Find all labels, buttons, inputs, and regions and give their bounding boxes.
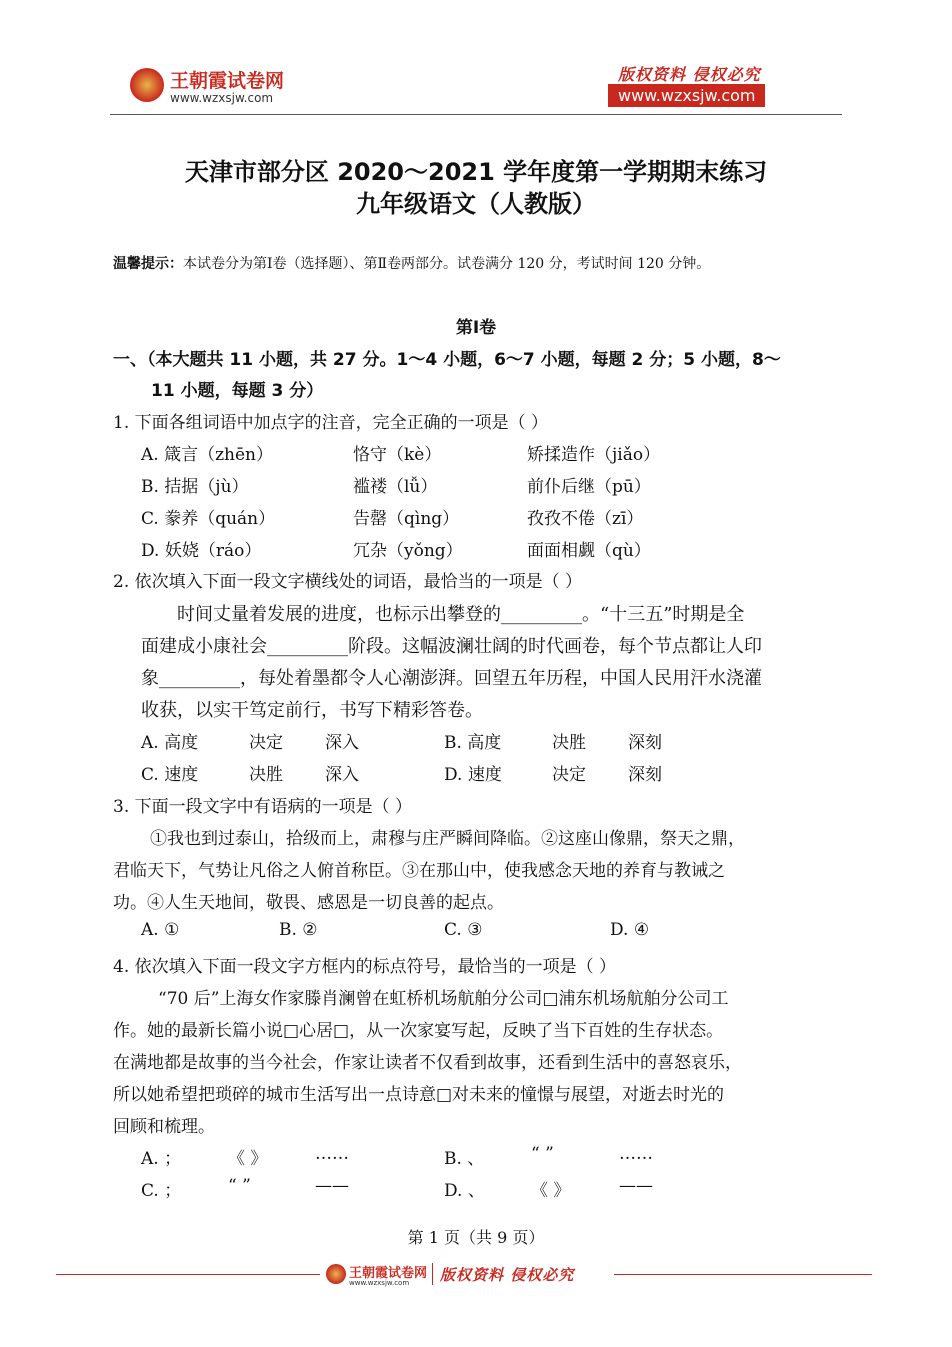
q1-option-a1: A. 箴言（zhēn） (141, 445, 273, 465)
q4-option: —— (315, 1176, 349, 1196)
q2-option: D. 速度 (444, 765, 502, 785)
q2-option: 决定 (552, 765, 586, 785)
footer-divider-left (56, 1274, 320, 1275)
q4-option: C. ； (141, 1181, 182, 1201)
q4-paragraph-line: 作。她的最新长篇小说□心居□，从一次家宴写起，反映了当下百姓的生存状态。 (113, 1021, 724, 1041)
footer-divider-right (614, 1274, 872, 1275)
q3-paragraph-line: 君临天下，气势让凡俗之人俯首称臣。③在那山中，使我感念天地的养育与教诫之 (113, 861, 725, 881)
q4-option: B. 、 (444, 1149, 485, 1169)
q4-option: 《 》 (531, 1181, 571, 1201)
footer-separator (432, 1263, 433, 1285)
q4-option: 《 》 (228, 1149, 268, 1169)
q3-option: B. ② (279, 920, 318, 940)
q1-option-b2: 褴褛（lǚ） (353, 477, 438, 497)
q4-paragraph-line: 所以她希望把琐碎的城市生活写出一点诗意□对未来的憧憬与展望，对逝去时光的 (113, 1085, 725, 1105)
tip-text: 本试卷分为第Ⅰ卷（选择题）、第Ⅱ卷两部分。试卷满分 120 分，考试时间 120 分钟。 (183, 256, 711, 272)
tip-label: 温馨提示： (113, 256, 183, 272)
q2-option: C. 速度 (141, 765, 199, 785)
rights-notice: 版权资料 侵权必究 (618, 65, 761, 84)
exam-subtitle: 九年级语文（人教版） (356, 190, 596, 218)
q1-option-a3: 矫揉造作（jiǎo） (527, 445, 661, 465)
brand-url: www.wzxsjw.com (170, 91, 274, 105)
q3-paragraph-line: ①我也到过泰山，拾级而上，肃穆与庄严瞬间降临。②这座山像鼎，祭天之鼎， (150, 829, 745, 849)
question-1-stem: 1. 下面各组词语中加点字的注音，完全正确的一项是（ ） (113, 413, 549, 433)
footer-brand: 王朝霞试卷网 (349, 1266, 428, 1281)
q2-paragraph-line: 象_________，每处着墨都令人心潮澎湃。回望五年历程，中国人民用汗水浇灌 (141, 668, 762, 689)
page-number: 第 1 页（共 9 页） (407, 1228, 545, 1247)
q4-option: “ ” (531, 1144, 554, 1164)
q2-option: 深刻 (628, 733, 662, 753)
q1-option-a2: 恪守（kè） (353, 445, 442, 465)
section-heading: 第Ⅰ卷 (455, 318, 497, 338)
q2-paragraph-line: 收获，以实干笃定前行，书写下精彩答卷。 (141, 700, 483, 721)
q2-option: 决定 (249, 733, 283, 753)
question-3-stem: 3. 下面一段文字中有语病的一项是（ ） (113, 797, 413, 817)
part1-heading: 一、（本大题共 11 小题，共 27 分。1～4 小题，6～7 小题，每题 2 分；5 小题，8～ (113, 350, 781, 370)
tip (113, 253, 710, 273)
q2-option: 深入 (325, 765, 359, 785)
part1-heading-cont: 11 小题，每题 3 分） (151, 381, 324, 401)
q4-option: A. ； (141, 1149, 182, 1169)
exam-title: 天津市部分区 2020～2021 学年度第一学期期末练习 (184, 158, 768, 186)
q1-option-c1: C. 豢养（quán） (141, 509, 276, 529)
footer-url: www.wzxsjw.com (349, 1279, 410, 1287)
question-2-stem: 2. 依次填入下面一段文字横线处的词语，最恰当的一项是（ ） (113, 572, 583, 592)
header-divider (110, 114, 842, 115)
q1-option-d3: 面面相觑（qù） (527, 541, 651, 561)
q3-option: C. ③ (444, 920, 483, 940)
q2-paragraph-line: 面建成小康社会_________阶段。这幅波澜壮阔的时代画卷，每个节点都让人印 (141, 636, 762, 657)
q4-option: …… (619, 1144, 653, 1164)
q2-option: 决胜 (552, 733, 586, 753)
q4-paragraph-line: 回顾和梳理。 (113, 1117, 215, 1137)
header-url-box: www.wzxsjw.com (608, 84, 765, 107)
footer-rights: 版权资料 侵权必究 (440, 1266, 575, 1284)
q4-option: …… (315, 1144, 349, 1164)
q3-option: A. ① (141, 920, 180, 940)
q2-option: 深入 (325, 733, 359, 753)
q2-option: A. 高度 (141, 733, 199, 753)
q1-option-c2: 告罄（qìng） (353, 509, 460, 529)
q4-paragraph-line: 在满地都是故事的当今社会，作家让读者不仅看到故事，还看到生活中的喜怒哀乐， (113, 1053, 742, 1073)
q2-option: 深刻 (628, 765, 662, 785)
q1-option-d2: 冗杂（yǒng） (353, 541, 463, 561)
q3-paragraph-line: 功。④人生天地间，敬畏、感恩是一切良善的起点。 (113, 893, 504, 913)
brand-name: 王朝霞试卷网 (170, 70, 285, 92)
brand-logo-icon (130, 68, 164, 102)
q1-option-c3: 孜孜不倦（zī） (527, 509, 644, 529)
q2-option: B. 高度 (444, 733, 502, 753)
q1-option-d1: D. 妖娆（ráo） (141, 541, 262, 561)
q2-option: 决胜 (249, 765, 283, 785)
footer-logo-icon (326, 1264, 346, 1284)
q4-paragraph-line: “70 后”上海女作家滕肖澜曾在虹桥机场航舶分公司□浦东机场航舶分公司工 (158, 989, 729, 1009)
q3-option: D. ④ (610, 920, 650, 940)
q4-option: D. 、 (444, 1181, 485, 1201)
q4-option: “ ” (228, 1176, 251, 1196)
q1-option-b3: 前仆后继（pū） (527, 477, 651, 497)
q1-option-b1: B. 拮据（jù） (141, 477, 249, 497)
q4-option: —— (619, 1176, 653, 1196)
q2-paragraph-line: 时间丈量着发展的进度，也标示出攀登的_________。“十三五”时期是全 (177, 604, 745, 625)
question-4-stem: 4. 依次填入下面一段文字方框内的标点符号，最恰当的一项是（ ） (113, 957, 617, 977)
